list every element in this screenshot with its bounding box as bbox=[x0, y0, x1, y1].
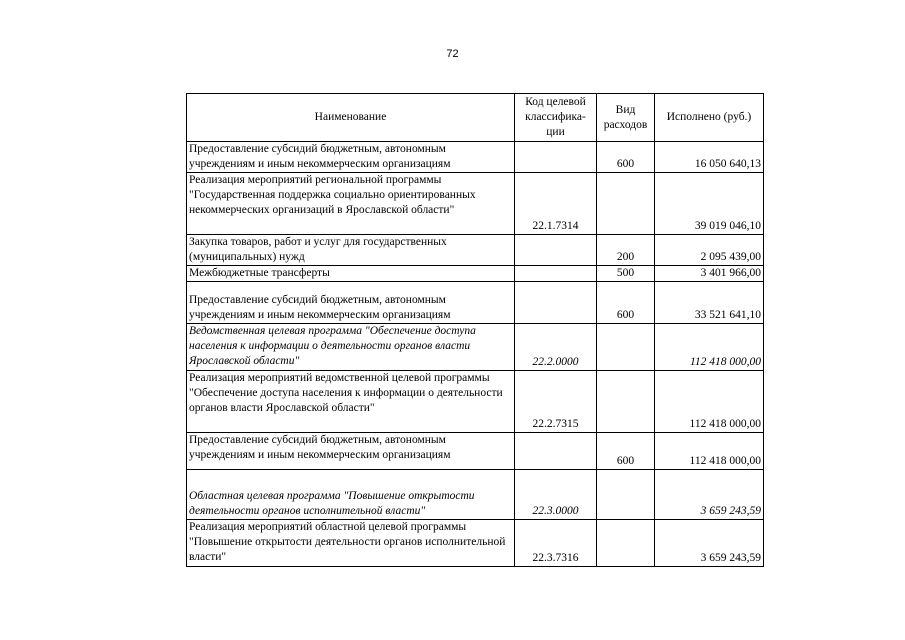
row-amount: 16 050 640,13 bbox=[655, 142, 764, 173]
row-type: 600 bbox=[597, 433, 655, 470]
table-row bbox=[187, 324, 764, 371]
header-code: Код целевой классифика-ции bbox=[515, 94, 597, 142]
row-name: Ведомственная целевая программа "Обеспечение доступа населения к информации о деятельности органов власти Ярославской области" bbox=[187, 324, 515, 371]
row-code bbox=[515, 433, 597, 470]
table-row bbox=[187, 470, 764, 520]
header-name: Наименование bbox=[187, 94, 515, 142]
row-code bbox=[515, 235, 597, 266]
row-type: 600 bbox=[597, 142, 655, 173]
row-type bbox=[597, 173, 655, 235]
table-row bbox=[187, 371, 764, 433]
table-row bbox=[187, 142, 764, 173]
row-type: 200 bbox=[597, 235, 655, 266]
row-amount: 112 418 000,00 bbox=[655, 324, 764, 371]
row-amount: 112 418 000,00 bbox=[655, 371, 764, 433]
row-name: Областная целевая программа "Повышение открытости деятельности органов исполнительной власти" bbox=[187, 470, 515, 520]
row-code: 22.2.0000 bbox=[515, 324, 597, 371]
table-row bbox=[187, 266, 764, 282]
row-amount: 3 659 243,59 bbox=[655, 520, 764, 567]
header-amount: Исполнено (руб.) bbox=[655, 94, 764, 142]
header-type: Вид расходов bbox=[597, 94, 655, 142]
row-amount: 3 401 966,00 bbox=[655, 266, 764, 282]
table-row bbox=[187, 520, 764, 567]
row-amount: 3 659 243,59 bbox=[655, 470, 764, 520]
row-code: 22.1.7314 bbox=[515, 173, 597, 235]
row-name: Реализация мероприятий областной целевой программы "Повышение открытости деятельности органов исполнительной власти" bbox=[187, 520, 515, 567]
row-code bbox=[515, 142, 597, 173]
row-type: 500 bbox=[597, 266, 655, 282]
budget-table bbox=[186, 93, 764, 567]
row-type bbox=[597, 371, 655, 433]
row-name: Предоставление субсидий бюджетным, автономным учреждениям и иным некоммерческим организациям bbox=[187, 282, 515, 324]
row-type bbox=[597, 520, 655, 567]
row-name: Закупка товаров, работ и услуг для государственных (муниципальных) нужд bbox=[187, 235, 515, 266]
row-amount: 112 418 000,00 bbox=[655, 433, 764, 470]
row-code bbox=[515, 282, 597, 324]
table-header-row bbox=[187, 94, 764, 142]
row-amount: 2 095 439,00 bbox=[655, 235, 764, 266]
row-code: 22.2.7315 bbox=[515, 371, 597, 433]
row-amount: 39 019 046,10 bbox=[655, 173, 764, 235]
table-row bbox=[187, 433, 764, 470]
row-name: Реализация мероприятий региональной программы "Государственная поддержка социально ориентированных некоммерческих организаций в Ярославской области" bbox=[187, 173, 515, 235]
row-type bbox=[597, 324, 655, 371]
page-number: 72 bbox=[446, 48, 459, 60]
row-type bbox=[597, 470, 655, 520]
table-row bbox=[187, 282, 764, 324]
row-name: Предоставление субсидий бюджетным, автономным учреждениям и иным некоммерческим организациям bbox=[187, 142, 515, 173]
row-type: 600 bbox=[597, 282, 655, 324]
row-code bbox=[515, 266, 597, 282]
row-code: 22.3.0000 bbox=[515, 470, 597, 520]
table-row bbox=[187, 235, 764, 266]
row-name: Реализация мероприятий ведомственной целевой программы "Обеспечение доступа населения к информации о деятельности органов власти Ярославской области" bbox=[187, 371, 515, 433]
row-amount: 33 521 641,10 bbox=[655, 282, 764, 324]
table-row bbox=[187, 173, 764, 235]
row-name: Межбюджетные трансферты bbox=[187, 266, 515, 282]
row-code: 22.3.7316 bbox=[515, 520, 597, 567]
row-name: Предоставление субсидий бюджетным, автономным учреждениям и иным некоммерческим организациям bbox=[187, 433, 515, 470]
